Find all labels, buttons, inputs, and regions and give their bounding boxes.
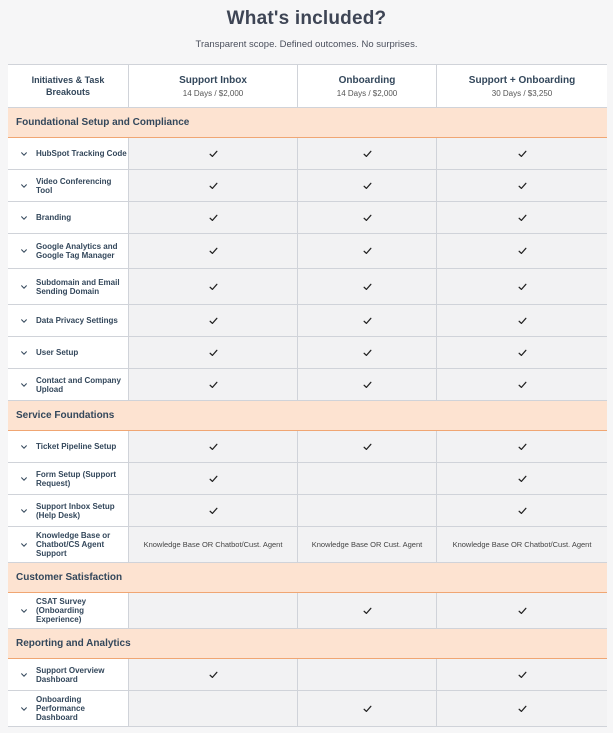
row-label-cell[interactable] bbox=[8, 593, 128, 628]
page-title: What's included? bbox=[226, 8, 387, 29]
chevron-down-icon[interactable] bbox=[20, 182, 28, 190]
plan-value-cell bbox=[436, 691, 607, 726]
plan-name: Onboarding bbox=[338, 74, 396, 86]
table-row[interactable] bbox=[8, 269, 607, 305]
chevron-down-icon[interactable] bbox=[20, 507, 28, 515]
plan-value-cell bbox=[128, 431, 297, 462]
checkmark-icon bbox=[209, 443, 218, 451]
section-header: Foundational Setup and Compliance bbox=[8, 108, 607, 138]
plan-value-cell bbox=[297, 202, 436, 233]
row-label-cell[interactable] bbox=[8, 234, 128, 268]
row-label: Video Conferencing Tool bbox=[36, 176, 112, 195]
scope-note: Knowledge Base OR Chatbot/Cust. Agent bbox=[452, 540, 592, 549]
row-label-cell[interactable] bbox=[8, 369, 128, 400]
checkmark-icon bbox=[209, 317, 218, 325]
checkmark-icon bbox=[518, 214, 527, 222]
row-label: HubSpot Tracking Code bbox=[36, 149, 127, 158]
row-label: Support Inbox Setup (Help Desk) bbox=[36, 501, 115, 520]
plan-value-cell bbox=[128, 659, 297, 690]
header-initiatives: Initiatives & Task Breakouts bbox=[31, 75, 105, 97]
chevron-down-icon[interactable] bbox=[20, 150, 28, 158]
table-row[interactable] bbox=[8, 170, 607, 202]
header-plan-onboarding bbox=[297, 65, 436, 107]
plan-value-cell bbox=[128, 202, 297, 233]
row-label: Subdomain and Email Sending Domain bbox=[36, 277, 120, 296]
chevron-down-icon[interactable] bbox=[20, 541, 28, 549]
table-row[interactable] bbox=[8, 691, 607, 727]
chevron-down-icon[interactable] bbox=[20, 475, 28, 483]
row-label-cell[interactable] bbox=[8, 431, 128, 462]
table-row[interactable] bbox=[8, 337, 607, 369]
checkmark-icon bbox=[363, 607, 372, 615]
checkmark-icon bbox=[518, 507, 527, 515]
plan-value-cell bbox=[297, 269, 436, 304]
checkmark-icon bbox=[518, 381, 527, 389]
row-label: CSAT Survey (Onboarding Experience) bbox=[36, 597, 87, 624]
chevron-down-icon[interactable] bbox=[20, 317, 28, 325]
table-body bbox=[8, 108, 607, 727]
row-label-cell[interactable] bbox=[8, 202, 128, 233]
checkmark-icon bbox=[518, 317, 527, 325]
plan-value-cell bbox=[128, 691, 297, 726]
chevron-down-icon[interactable] bbox=[20, 247, 28, 255]
checkmark-icon bbox=[209, 381, 218, 389]
plan-value-cell bbox=[436, 527, 607, 562]
checkmark-icon bbox=[518, 475, 527, 483]
checkmark-icon bbox=[518, 283, 527, 291]
row-label: Ticket Pipeline Setup bbox=[36, 442, 117, 451]
plan-value-cell bbox=[128, 269, 297, 304]
scope-note: Knowledge Base OR Chatbot/Cust. Agent bbox=[143, 540, 283, 549]
row-label: User Setup bbox=[36, 348, 79, 357]
table-row[interactable] bbox=[8, 593, 607, 629]
table-row[interactable] bbox=[8, 369, 607, 401]
checkmark-icon bbox=[209, 214, 218, 222]
plan-value-cell bbox=[297, 138, 436, 169]
table-row[interactable] bbox=[8, 431, 607, 463]
page-subtitle: Transparent scope. Defined outcomes. No surprises. bbox=[195, 39, 418, 50]
row-label-cell[interactable] bbox=[8, 691, 128, 726]
plan-value-cell bbox=[297, 593, 436, 628]
row-label-cell[interactable] bbox=[8, 269, 128, 304]
plan-value-cell bbox=[436, 138, 607, 169]
plan-value-cell bbox=[297, 527, 436, 562]
table-row[interactable] bbox=[8, 202, 607, 234]
chevron-down-icon[interactable] bbox=[20, 443, 28, 451]
plan-price: 30 Days / $3,250 bbox=[491, 88, 553, 98]
row-label: Onboarding Performance Dashboard bbox=[36, 695, 85, 722]
checkmark-icon bbox=[518, 705, 527, 713]
plan-value-cell bbox=[436, 269, 607, 304]
row-label: Branding bbox=[36, 213, 72, 222]
plan-value-cell bbox=[297, 337, 436, 368]
section-header: Service Foundations bbox=[8, 401, 607, 431]
plan-value-cell bbox=[297, 495, 436, 526]
plan-value-cell bbox=[436, 431, 607, 462]
checkmark-icon bbox=[518, 150, 527, 158]
chevron-down-icon[interactable] bbox=[20, 671, 28, 679]
section-header: Reporting and Analytics bbox=[8, 629, 607, 659]
row-label: Contact and Company Upload bbox=[36, 375, 121, 394]
table-row[interactable] bbox=[8, 659, 607, 691]
row-label: Data Privacy Settings bbox=[36, 316, 118, 325]
table-header bbox=[8, 64, 607, 108]
row-label-cell[interactable] bbox=[8, 170, 128, 201]
plan-value-cell bbox=[128, 170, 297, 201]
row-label-cell[interactable] bbox=[8, 527, 128, 562]
plan-value-cell bbox=[128, 305, 297, 336]
checkmark-icon bbox=[209, 182, 218, 190]
checkmark-icon bbox=[518, 182, 527, 190]
checkmark-icon bbox=[209, 349, 218, 357]
checkmark-icon bbox=[209, 150, 218, 158]
plan-value-cell bbox=[297, 463, 436, 494]
row-label-cell[interactable] bbox=[8, 659, 128, 690]
row-label: Google Analytics and Google Tag Manager bbox=[36, 242, 118, 260]
plan-value-cell bbox=[436, 593, 607, 628]
chevron-down-icon[interactable] bbox=[20, 349, 28, 357]
plan-value-cell bbox=[436, 369, 607, 400]
checkmark-icon bbox=[363, 247, 372, 255]
table-row[interactable] bbox=[8, 463, 607, 495]
checkmark-icon bbox=[363, 283, 372, 291]
table-row[interactable] bbox=[8, 138, 607, 170]
scope-note: Knowledge Base OR Cust. Agent bbox=[311, 540, 423, 549]
checkmark-icon bbox=[363, 317, 372, 325]
comparison-table bbox=[8, 64, 607, 727]
plan-value-cell bbox=[297, 234, 436, 268]
checkmark-icon bbox=[363, 443, 372, 451]
checkmark-icon bbox=[209, 247, 218, 255]
header-plan-support-inbox bbox=[128, 65, 297, 107]
plan-value-cell bbox=[128, 495, 297, 526]
checkmark-icon bbox=[518, 671, 527, 679]
checkmark-icon bbox=[209, 671, 218, 679]
checkmark-icon bbox=[518, 247, 527, 255]
plan-value-cell bbox=[297, 431, 436, 462]
plan-value-cell bbox=[297, 691, 436, 726]
checkmark-icon bbox=[518, 443, 527, 451]
row-label-cell[interactable] bbox=[8, 138, 128, 169]
plan-name: Support Inbox bbox=[179, 74, 247, 86]
chevron-down-icon[interactable] bbox=[20, 283, 28, 291]
chevron-down-icon[interactable] bbox=[20, 705, 28, 713]
checkmark-icon bbox=[363, 150, 372, 158]
row-label: Support Overview Dashboard bbox=[36, 665, 105, 684]
row-label-cell[interactable] bbox=[8, 305, 128, 336]
plan-value-cell bbox=[436, 463, 607, 494]
header-plan-support-onboarding bbox=[436, 65, 607, 107]
plan-value-cell bbox=[297, 369, 436, 400]
plan-value-cell bbox=[128, 369, 297, 400]
table-row[interactable] bbox=[8, 527, 607, 563]
plan-value-cell bbox=[128, 463, 297, 494]
row-label: Form Setup (Support Request) bbox=[36, 469, 116, 488]
plan-value-cell bbox=[436, 170, 607, 201]
table-row[interactable] bbox=[8, 305, 607, 337]
row-label-cell[interactable] bbox=[8, 495, 128, 526]
plan-value-cell bbox=[128, 593, 297, 628]
plan-price: 14 Days / $2,000 bbox=[336, 88, 398, 98]
checkmark-icon bbox=[518, 349, 527, 357]
plan-value-cell bbox=[436, 234, 607, 268]
plan-name: Support + Onboarding bbox=[468, 74, 576, 86]
plan-value-cell bbox=[436, 305, 607, 336]
plan-value-cell bbox=[297, 305, 436, 336]
chevron-down-icon[interactable] bbox=[20, 607, 28, 615]
table-row[interactable] bbox=[8, 234, 607, 269]
plan-value-cell bbox=[297, 170, 436, 201]
plan-value-cell bbox=[128, 234, 297, 268]
chevron-down-icon[interactable] bbox=[20, 381, 28, 389]
row-label-cell[interactable] bbox=[8, 337, 128, 368]
section-header: Customer Satisfaction bbox=[8, 563, 607, 593]
plan-value-cell bbox=[128, 337, 297, 368]
checkmark-icon bbox=[363, 705, 372, 713]
plan-value-cell bbox=[436, 659, 607, 690]
plan-value-cell bbox=[128, 138, 297, 169]
row-label: Knowledge Base or Chatbot/CS Agent Support bbox=[36, 531, 111, 558]
checkmark-icon bbox=[518, 607, 527, 615]
checkmark-icon bbox=[363, 381, 372, 389]
checkmark-icon bbox=[209, 283, 218, 291]
plan-value-cell bbox=[436, 495, 607, 526]
checkmark-icon bbox=[363, 182, 372, 190]
plan-value-cell bbox=[297, 659, 436, 690]
plan-value-cell bbox=[436, 202, 607, 233]
plan-value-cell bbox=[436, 337, 607, 368]
checkmark-icon bbox=[209, 475, 218, 483]
chevron-down-icon[interactable] bbox=[20, 214, 28, 222]
checkmark-icon bbox=[363, 349, 372, 357]
plan-value-cell bbox=[128, 527, 297, 562]
row-label-cell[interactable] bbox=[8, 463, 128, 494]
checkmark-icon bbox=[363, 214, 372, 222]
plan-price: 14 Days / $2,000 bbox=[182, 88, 244, 98]
table-row[interactable] bbox=[8, 495, 607, 527]
checkmark-icon bbox=[209, 507, 218, 515]
